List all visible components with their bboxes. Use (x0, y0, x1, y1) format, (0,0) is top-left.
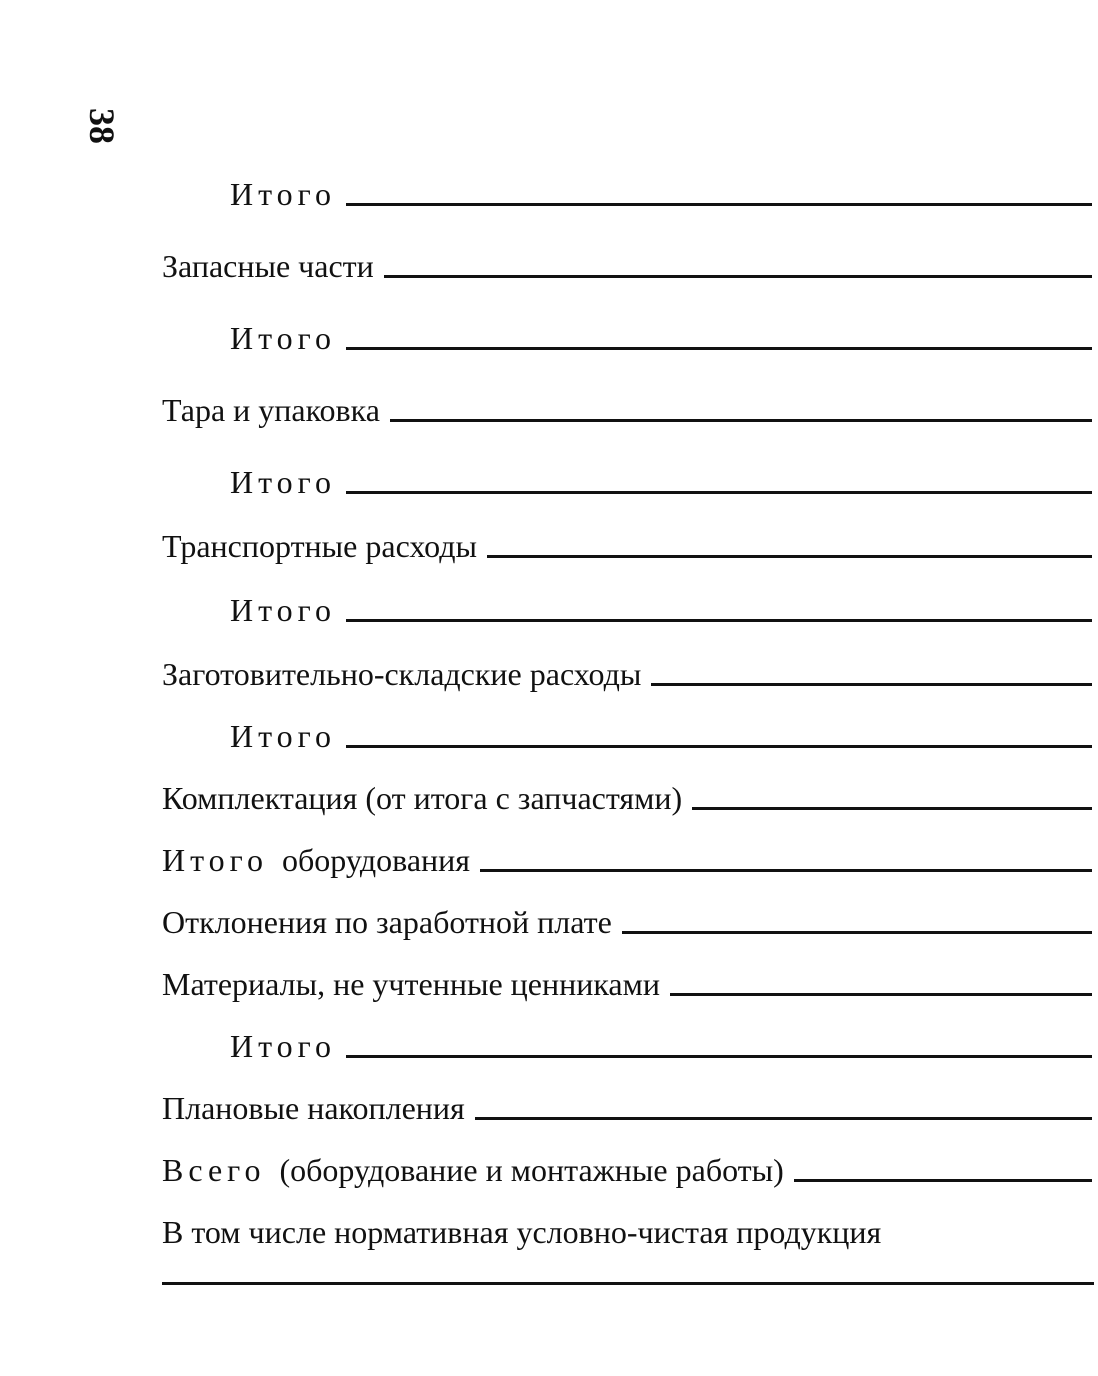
form-row-itogo-3 (230, 462, 1092, 502)
form-row-planned-savings (162, 1088, 1092, 1128)
fill-in-line[interactable] (346, 347, 1092, 350)
fill-in-line[interactable] (390, 419, 1092, 422)
row-label: Плановые накопления (162, 1090, 465, 1126)
fill-in-line[interactable] (794, 1179, 1092, 1182)
row-label: Заготовительно-складские расходы (162, 656, 642, 692)
form-row-itogo-2 (230, 318, 1092, 358)
fill-in-line[interactable] (487, 555, 1092, 558)
fill-in-line[interactable] (692, 807, 1092, 810)
form-row-total (162, 1150, 1092, 1190)
fill-in-line[interactable] (346, 1055, 1092, 1058)
row-label-spaced: Всего (162, 1152, 266, 1188)
form-row-warehouse (162, 654, 1092, 694)
row-label: В том числе нормативная условно-чистая продукция (162, 1214, 882, 1250)
fill-in-line[interactable] (480, 869, 1092, 872)
form-row-normative-product (162, 1212, 1092, 1252)
fill-in-line[interactable] (346, 745, 1092, 748)
form-row-packaging (162, 390, 1092, 430)
fill-in-line[interactable] (346, 203, 1092, 206)
form-row-itogo-4 (230, 590, 1092, 630)
row-label: Итого (230, 176, 336, 212)
fill-in-line[interactable] (475, 1117, 1092, 1120)
row-label: Транспортные расходы (162, 528, 477, 564)
fill-in-line[interactable] (651, 683, 1092, 686)
fill-in-line[interactable] (384, 275, 1092, 278)
row-label: Итого (230, 592, 336, 628)
form-row-materials (162, 964, 1092, 1004)
fill-in-line[interactable] (162, 1282, 1094, 1285)
form-row-itogo-1 (230, 174, 1092, 214)
row-label: Запасные части (162, 248, 374, 284)
page-number: 38 (82, 108, 122, 144)
form-row-spare-parts (162, 246, 1092, 286)
row-label-spaced: Итого (162, 842, 268, 878)
fill-in-line[interactable] (670, 993, 1092, 996)
form-row-itogo-equipment (162, 840, 1092, 880)
row-label: Комплектация (от итога с запчастями) (162, 780, 683, 816)
row-label: Итого (230, 718, 336, 754)
row-label: Итого (230, 464, 336, 500)
row-label-rest: (оборудование и монтажные работы) (279, 1152, 784, 1188)
row-label: Тара и упаковка (162, 392, 380, 428)
row-label: Итого (230, 320, 336, 356)
row-label: Отклонения по заработной плате (162, 904, 612, 940)
row-label-rest: оборудования (282, 842, 470, 878)
form-row-transport (162, 526, 1092, 566)
fill-in-line[interactable] (346, 619, 1092, 622)
form-row-completion (162, 778, 1092, 818)
form-row-itogo-6 (230, 1026, 1092, 1066)
fill-in-line[interactable] (346, 491, 1092, 494)
row-label: Материалы, не учтенные ценниками (162, 966, 660, 1002)
form-row-itogo-5 (230, 716, 1092, 756)
form-row-salary-deviation (162, 902, 1092, 942)
fill-in-line[interactable] (622, 931, 1092, 934)
row-label: Итого (230, 1028, 336, 1064)
